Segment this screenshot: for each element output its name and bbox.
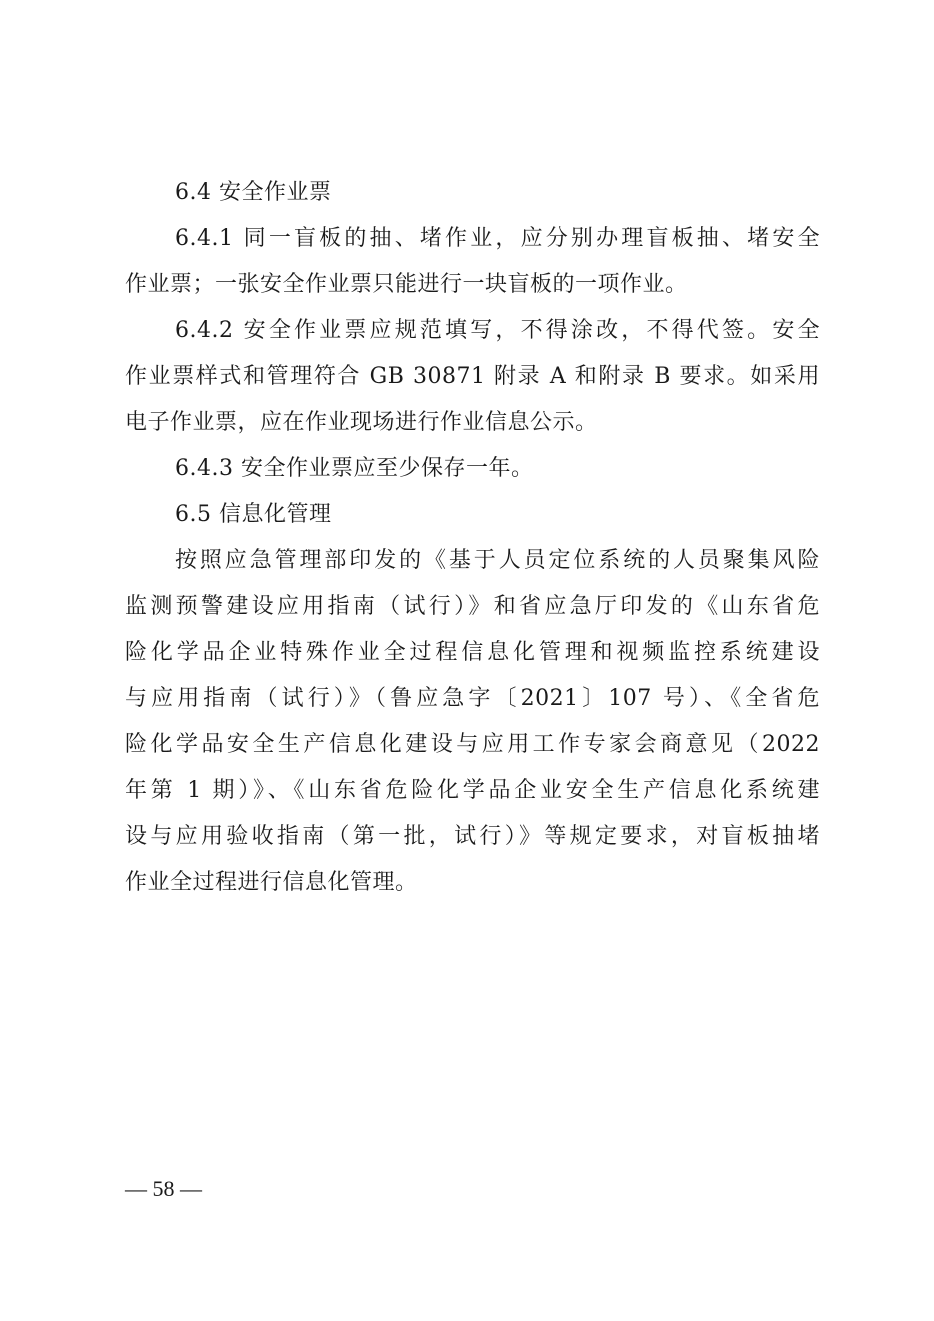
paragraph-6-4-2-line-1: 6.4.2 安全作业票应规范填写，不得涂改，不得代签。安全	[175, 318, 820, 343]
paragraph-6-5-line-3: 险化学品企业特殊作业全过程信息化管理和视频监控系统建设	[125, 640, 820, 665]
section-heading-6-5: 6.5 信息化管理	[175, 502, 332, 527]
paragraph-6-4-2-line-3: 电子作业票，应在作业现场进行作业信息公示。	[125, 410, 598, 435]
paragraph-6-5-line-1: 按照应急管理部印发的《基于人员定位系统的人员聚集风险	[175, 548, 820, 573]
section-heading-6-4: 6.4 安全作业票	[175, 180, 332, 205]
page-number: — 58 —	[125, 1176, 202, 1201]
paragraph-6-5-line-4: 与应用指南（试行）》（鲁应急字〔2021〕107 号）、《全省危	[125, 686, 820, 711]
paragraph-6-5-line-5: 险化学品安全生产信息化建设与应用工作专家会商意见（2022	[125, 732, 820, 757]
document-body	[125, 170, 820, 906]
paragraph-6-5-line-6: 年第 1 期）》、《山东省危险化学品企业安全生产信息化系统建	[125, 778, 820, 803]
paragraph-6-4-1-line-1: 6.4.1 同一盲板的抽、堵作业，应分别办理盲板抽、堵安全	[175, 226, 820, 251]
paragraph-6-5-line-8: 作业全过程进行信息化管理。	[125, 870, 418, 895]
paragraph-6-5-line-2: 监测预警建设应用指南（试行）》和省应急厅印发的《山东省危	[125, 594, 820, 619]
paragraph-6-4-3-line-1: 6.4.3 安全作业票应至少保存一年。	[175, 456, 534, 481]
paragraph-6-5-line-7: 设与应用验收指南（第一批，试行）》等规定要求，对盲板抽堵	[125, 824, 820, 849]
paragraph-6-4-2-line-2: 作业票样式和管理符合 GB 30871 附录 A 和附录 B 要求。如采用	[125, 364, 820, 389]
paragraph-6-4-1-line-2: 作业票；一张安全作业票只能进行一块盲板的一项作业。	[125, 272, 688, 297]
